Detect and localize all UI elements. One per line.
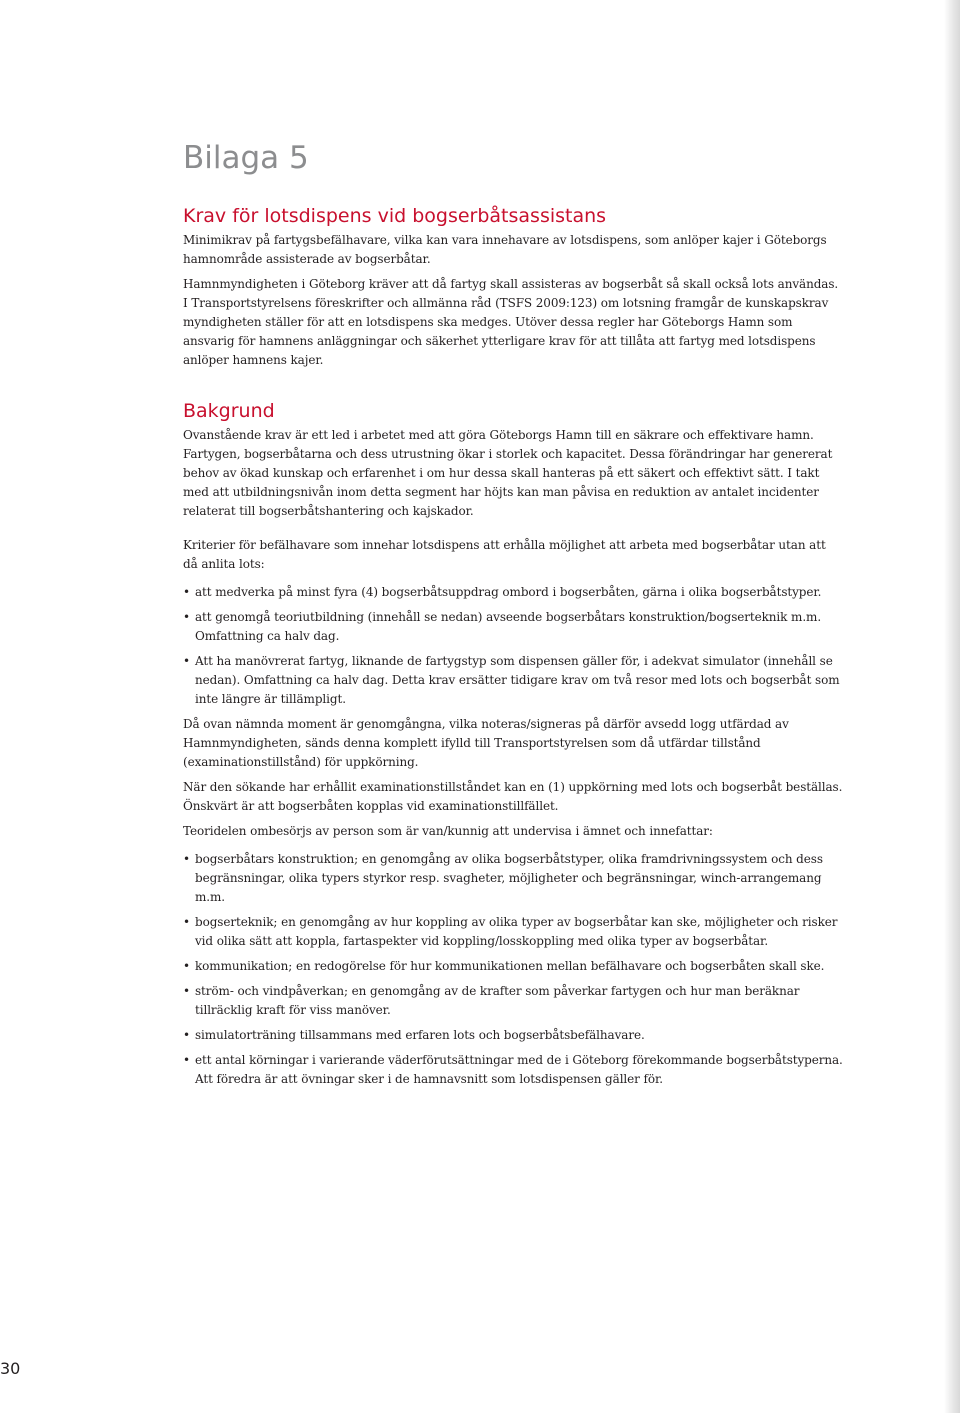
- section-title-bakgrund: Bakgrund: [183, 400, 275, 422]
- bullet-icon: •: [183, 852, 190, 866]
- list-item-text: bogserteknik; en genomgång av hur koppling av olika typer av bogserbåtar kan ske, möjligheter och risker vid olika sätt att koppla, fartaspekter vid koppling/losskoppling med olika typer av bogserbåtar.: [195, 915, 838, 948]
- paragraph-uppkorning: När den sökande har erhållit examinationstillståndet kan en (1) uppkörning med lots och bogserbåt beställas. Önskvärt är att bogserbåten kopplas vid examinationstillfället.: [183, 780, 843, 813]
- bullet-icon: •: [183, 1028, 190, 1042]
- list-item-text: bogserbåtars konstruktion; en genomgång av olika bogserbåtstyper, olika framdrivningssystem och dess begränsningar, olika typers styrkor resp. svagheter, möjligheter och begränsningar, winch-arrangemang m.m.: [195, 852, 823, 904]
- bullet-icon: •: [183, 610, 190, 624]
- paragraph-bakgrund-intro: Ovanstående krav är ett led i arbetet med att göra Göteborgs Hamn till en säkrare och effektivare hamn. Fartygen, bogserbåtarna och dess utrustning ökar i storlek och kapacitet. Dessa förändringar har genererat behov av ökad kunskap och erfarenhet i om hur dessa skall hanteras på ett säkert och effektivt sätt. I takt med att utbildningsnivån inom detta segment har höjts kan man påvisa en reduktion av antalet incidenter relaterat till bogserbåtshantering och kajskador.: [183, 428, 833, 518]
- list-item-text: Att ha manövrerat fartyg, liknande de fartygstyp som dispensen gäller för, i adekvat simulator (innehåll se nedan). Omfattning ca halv dag. Detta krav ersätter tidigare krav om två resor med lots och bogserbåt som inte längre är tillämpligt.: [195, 654, 840, 706]
- list-item-text: att medverka på minst fyra (4) bogserbåtsuppdrag ombord i bogserbåten, gärna i olika bogserbåtstyper.: [195, 585, 822, 599]
- list-item-text: att genomgå teoriutbildning (innehåll se nedan) avseende bogserbåtars konstruktion/bogserteknik m.m. Omfattning ca halv dag.: [195, 610, 822, 643]
- list-item-text: ström- och vindpåverkan; en genomgång av de krafter som påverkar fartygen och hur man beräknar tillräcklig kraft för viss manöver.: [195, 984, 800, 1017]
- bullet-icon: •: [183, 959, 190, 973]
- paragraph-logg: Då ovan nämnda moment är genomgångna, vilka noteras/signeras på därför avsedd logg utfärdad av Hamnmyndigheten, sänds denna komplett ifylld till Transportstyrelsen som då utfärdar tillstånd (examinationstillstånd) för uppkörning.: [183, 717, 789, 769]
- list-item: [183, 1026, 843, 1045]
- bullet-icon: •: [183, 585, 190, 599]
- section-title-krav: Krav för lotsdispens vid bogserbåtsassistans: [183, 205, 607, 227]
- paragraph-criteria-intro: Kriterier för befälhavare som innehar lotsdispens att erhålla möjlighet att arbeta med bogserbåtar utan att då anlita lots:: [183, 538, 826, 571]
- theory-list: [183, 850, 843, 1089]
- bullet-icon: •: [183, 1053, 190, 1067]
- list-item: [183, 608, 843, 646]
- page-edge-shadow: [944, 0, 960, 1413]
- page-number: 30: [0, 1359, 21, 1378]
- paragraph-hamnmyndigheten: Hamnmyndigheten i Göteborg kräver att då fartyg skall assisteras av bogserbåt så skall också lots användas. I Transportstyrelsens föreskrifter och allmänna råd (TSFS 2009:123) om lotsning framgår de kunskapskrav myndigheten ställer för att en lotsdispens ska medges. Utöver dessa regler har Göteborgs Hamn som ansvarig för hamnens anläggningar och säkerhet ytterligare krav för att tillåta att fartyg med lotsdispens anlöper hamnens kajer.: [183, 277, 839, 367]
- list-item: [183, 652, 843, 709]
- bullet-icon: •: [183, 984, 190, 998]
- bullet-icon: •: [183, 915, 190, 929]
- criteria-list: [183, 583, 843, 709]
- list-item: [183, 982, 843, 1020]
- list-item-text: simulatorträning tillsammans med erfaren lots och bogserbåtsbefälhavare.: [195, 1028, 645, 1042]
- list-item: [183, 583, 843, 602]
- list-item: [183, 913, 843, 951]
- page-heading: Bilaga 5: [183, 140, 309, 176]
- list-item-text: kommunikation; en redogörelse för hur kommunikationen mellan befälhavare och bogserbåten skall ske.: [195, 959, 825, 973]
- list-item: [183, 1051, 843, 1089]
- list-item: [183, 850, 843, 907]
- list-item: [183, 957, 843, 976]
- list-item-text: ett antal körningar i varierande väderförutsättningar med de i Göteborg förekommande bogserbåtstyperna. Att föredra är att övningar sker i de hamnavsnitt som lotsdispensen gäller för.: [195, 1053, 843, 1086]
- paragraph-theory-intro: Teoridelen ombesörjs av person som är van/kunnig att undervisa i ämnet och innefattar:: [183, 824, 713, 838]
- paragraph-minimikrav: Minimikrav på fartygsbefälhavare, vilka kan vara innehavare av lotsdispens, som anlöper kajer i Göteborgs hamnområde assisterade av bogserbåtar.: [183, 233, 827, 266]
- bullet-icon: •: [183, 654, 190, 668]
- document-body: [183, 138, 843, 1095]
